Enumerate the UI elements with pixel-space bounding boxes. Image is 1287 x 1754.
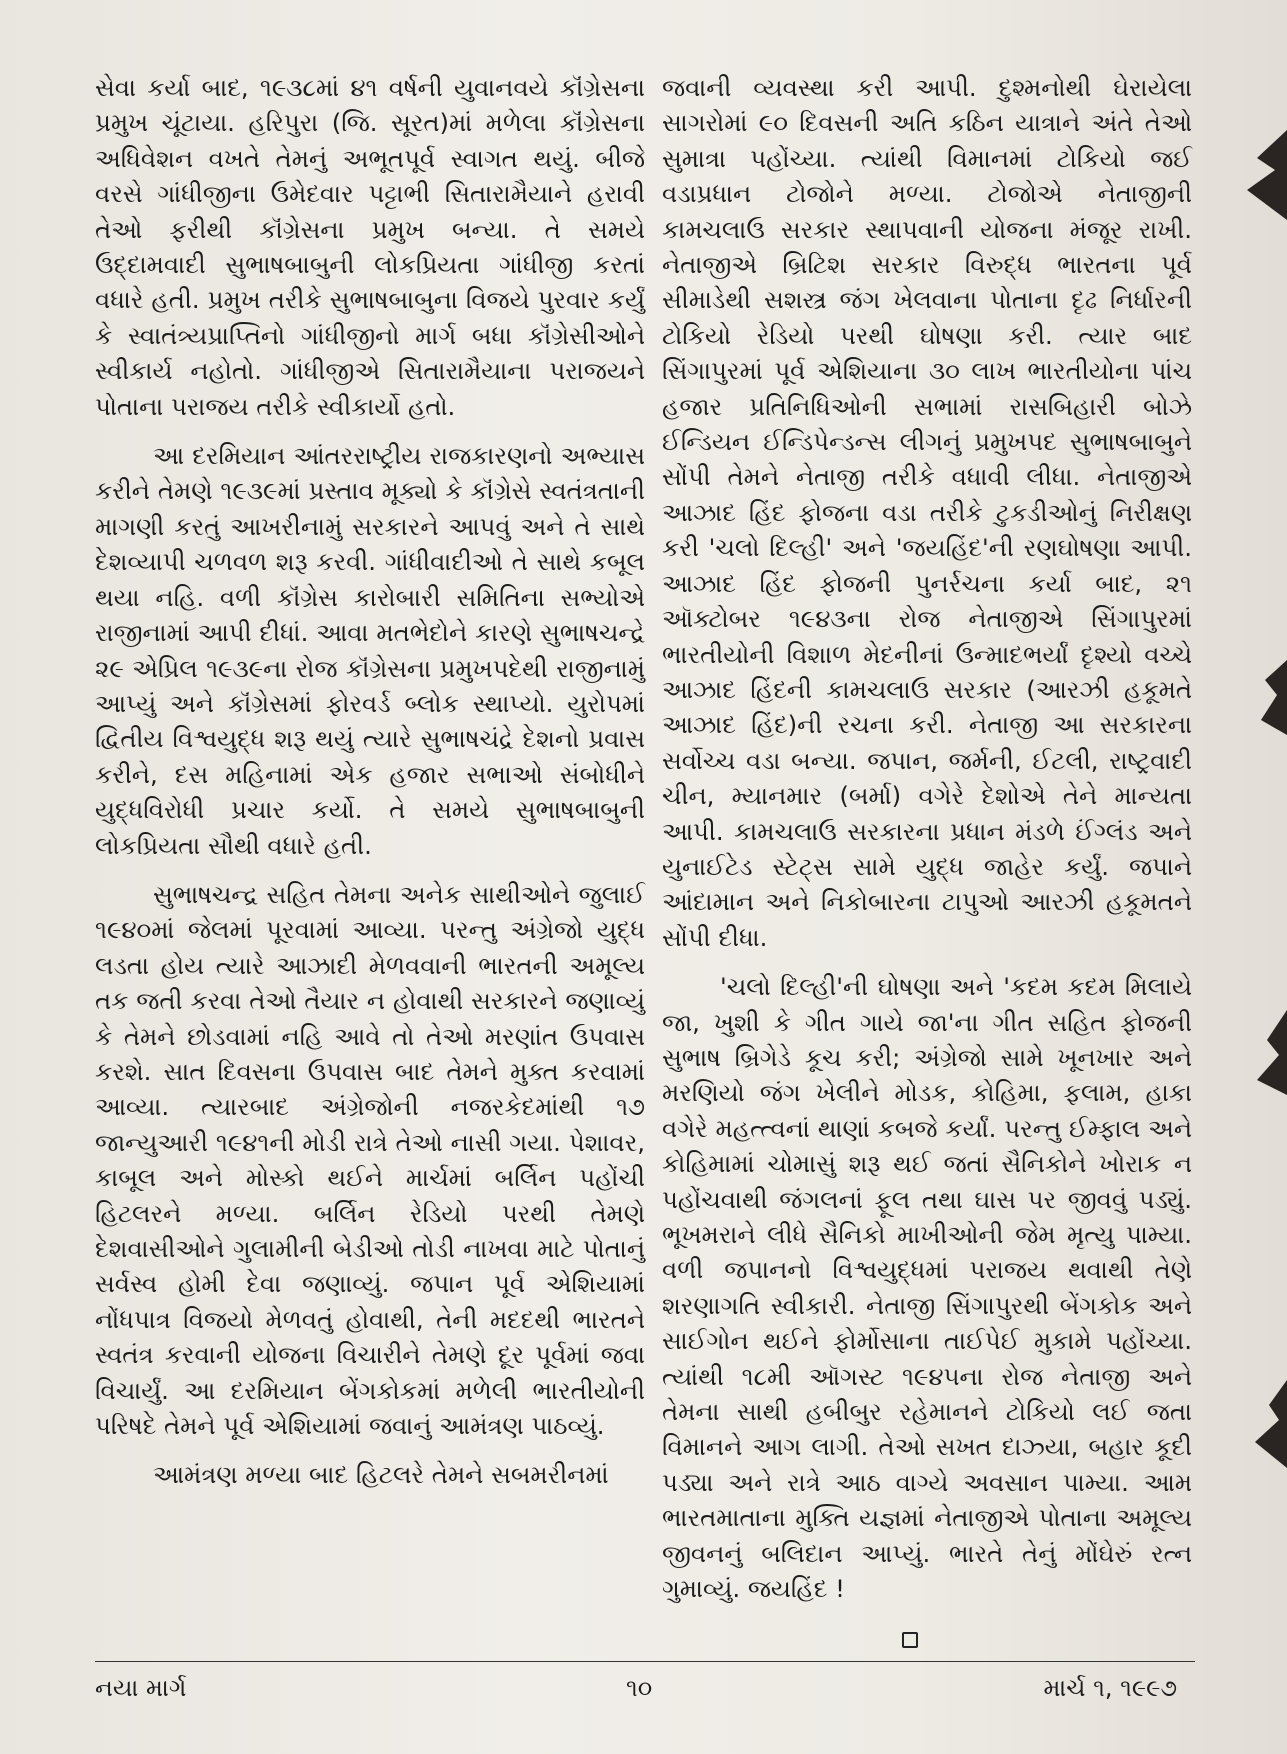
paragraph: સેવા કર્યા બાદ, ૧૯૩૮માં ૪૧ વર્ષની યુવાનવયે કૉંગ્રેસના પ્રમુખ ચૂંટાયા. હરિપુરા (જિ. સૂરત)માં મળેલા કૉંગ્રેસના અધિવેશન વખતે તેમનું અભૂતપૂર્વ સ્વાગત થયું. બીજે વરસે ગાંધીજીના ઉમેદવાર પટ્ટાભી સિતારામૈયાને હરાવી તેઓ ફરીથી કૉંગ્રેસના પ્રમુખ બન્યા. તે સમયે ઉદ્દામવાદી સુભાષબાબુની લોકપ્રિયતા ગાંધીજી કરતાં વધારે હતી. પ્રમુખ તરીકે સુભાષબાબુના વિજયે પુરવાર કર્યું કે સ્વાતંત્ર્યપ્રાપ્તિનો ગાંધીજીનો માર્ગ બધા કૉંગ્રેસીઓને સ્વીકાર્ય નહોતો. ગાંધીજીએ સિતારામૈયાના પરાજયને પોતાના પરાજય તરીકે સ્વીકાર્યો હતો. [95, 73, 645, 421]
paragraph: આ દરમિયાન આંતરરાષ્ટ્રીય રાજકારણનો અભ્યાસ કરીને તેમણે ૧૯૩૯માં પ્રસ્તાવ મૂક્યો કે કૉંગ્રેસે સ્વતંત્રતાની માગણી કરતું આખરીનામું સરકારને આપવું અને તે સાથે દેશવ્યાપી ચળવળ શરૂ કરવી. ગાંધીવાદીઓ તે સાથે કબૂલ થયા નહિ. વળી કૉંગ્રેસ કારોબારી સમિતિના સભ્યોએ રાજીનામાં આપી દીધાં. આવા મતભેદોને કારણે સુભાષચન્દ્રે ૨૯ એપ્રિલ ૧૯૩૯ના રોજ કૉંગ્રેસના પ્રમુખપદેથી રાજીનામું આપ્યું અને કૉંગ્રેસમાં ફોરવર્ડ બ્લોક સ્થાપ્યો. યુરોપમાં દ્વિતીય વિશ્વયુદ્ધ શરૂ થયું ત્યારે સુભાષચંદ્રે દેશનો પ્રવાસ કરીને, દસ મહિનામાં એક હજાર સભાઓ સંબોધીને યુદ્ધવિરોધી પ્રચાર કર્યો. તે સમયે સુભાષબાબુની લોકપ્રિયતા સૌથી વધારે હતી. [95, 441, 645, 860]
footer-divider [95, 1661, 1195, 1662]
page-number: ૧૦ [626, 1674, 653, 1702]
torn-edge-mark [1217, 1380, 1287, 1470]
paragraph: જવાની વ્યવસ્થા કરી આપી. દુશ્મનોથી ઘેરાયેલા સાગરોમાં ૯૦ દિવસની અતિ કઠિન યાત્રાને અંતે તેઓ સુમાત્રા પહોંચ્યા. ત્યાંથી વિમાનમાં ટોકિયો જઈ વડાપ્રધાન ટોજોને મળ્યા. ટોજોએ નેતાજીની કામચલાઉ સરકાર સ્થાપવાની યોજના મંજૂર રાખી. નેતાજીએ બ્રિટિશ સરકાર વિરુદ્ધ ભારતના પૂર્વ સીમાડેથી સશસ્ત્ર જંગ ખેલવાના પોતાના દૃઢ નિર્ધારની ટોકિયો રેડિયો પરથી ઘોષણા કરી. ત્યાર બાદ સિંગાપુરમાં પૂર્વ એશિયાના ૩૦ લાખ ભારતીયોના પાંચ હજાર પ્રતિનિધિઓની સભામાં રાસબિહારી બોઝે ઈન્ડિયન ઈન્ડિપેન્ડન્સ લીગનું પ્રમુખપદ સુભાષબાબુને સોંપી તેમને નેતાજી તરીકે વધાવી લીધા. નેતાજીએ આઝાદ હિંદ ફોજના વડા તરીકે ટુકડીઓનું નિરીક્ષણ કરી 'ચલો દિલ્હી' અને 'જયહિંદ'ની રણઘોષણા આપી. આઝાદ હિંદ ફોજની પુનર્રચના કર્યા બાદ, ૨૧ ઑક્ટોબર ૧૯૪૩ના રોજ નેતાજીએ સિંગાપુરમાં ભારતીયોની વિશાળ મેદનીનાં ઉન્માદભર્યાં દૃશ્યો વચ્ચે આઝાદ હિંદની કામચલાઉ સરકાર (આરઝી હકૂમતે આઝાદ હિંદ)ની રચના કરી. નેતાજી આ સરકારના સર્વોચ્ચ વડા બન્યા. જપાન, જર્મની, ઈટલી, રાષ્ટ્રવાદી ચીન, મ્યાનમાર (બર્મા) વગેરે દેશોએ તેને માન્યતા આપી. કામચલાઉ સરકારના પ્રધાન મંડળે ઈંગ્લંડ અને યુનાઈટેડ સ્ટેટ્સ સામે યુદ્ધ જાહેર કર્યું. જપાને આંદામાન અને નિકોબારના ટાપુઓ આરઝી હકૂમતને સોંપી દીધા. [662, 73, 1192, 952]
torn-edge-mark [1217, 1005, 1287, 1095]
publication-name: નયા માર્ગ [95, 1674, 187, 1702]
paragraph: સુભાષચન્દ્ર સહિત તેમના અનેક સાથીઓને જુલાઈ ૧૯૪૦માં જેલમાં પૂરવામાં આવ્યા. પરન્તુ અંગ્રેજો યુદ્ધ લડતા હોય ત્યારે આઝાદી મેળવવાની ભારતની અમૂલ્ય તક જતી કરવા તેઓ તૈયાર ન હોવાથી સરકારને જણાવ્યું કે તેમને છોડવામાં નહિ આવે તો તેઓ મરણાંત ઉપવાસ કરશે. સાત દિવસના ઉપવાસ બાદ તેમને મુક્ત કરવામાં આવ્યા. ત્યારબાદ અંગ્રેજોની નજરકેદમાંથી ૧૭ જાન્યુઆરી ૧૯૪૧ની મોડી રાત્રે તેઓ નાસી ગયા. પેશાવર, કાબૂલ અને મોસ્કો થઈને માર્ચમાં બર્લિન પહોંચી હિટલરને મળ્યા. બર્લિન રેડિયો પરથી તેમણે દેશવાસીઓને ગુલામીની બેડીઓ તોડી નાખવા માટે પોતાનું સર્વસ્વ હોમી દેવા જણાવ્યું. જપાન પૂર્વ એશિયામાં નોંધપાત્ર વિજયો મેળવતું હોવાથી, તેની મદદથી ભારતને સ્વતંત્ર કરવાની યોજના વિચારીને તેમણે દૂર પૂર્વમાં જવા વિચાર્યું. આ દરમિયાન બેંગકોકમાં મળેલી ભારતીયોની પરિષદે તેમને પૂર્વ એશિયામાં જવાનું આમંત્રણ પાઠવ્યું. [95, 879, 645, 1441]
end-of-article-square-icon [902, 1632, 918, 1648]
left-column [95, 70, 645, 1507]
paragraph: આમંત્રણ મળ્યા બાદ હિટલરે તેમને સબમરીનમાં [153, 1460, 609, 1490]
right-column [662, 70, 1192, 1620]
torn-edge-mark [1217, 650, 1287, 740]
paragraph: 'ચલો દિલ્હી'ની ઘોષણા અને 'કદમ કદમ મિલાયે જા, ખુશી કે ગીત ગાયે જા'ના ગીત સહિત ફોજની સુભાષ બ્રિગેડે કૂચ કરી; અંગ્રેજો સામે ખૂનખાર અને મરણિયો જંગ ખેલીને મોડક, કોહિમા, ફલામ, હાકા વગેરે મહત્ત્વનાં થાણાં કબજે કર્યાં. પરન્તુ ઈમ્ફાલ અને કોહિમામાં ચોમાસું શરૂ થઈ જતાં સૈનિકોને ખોરાક ન પહોંચવાથી જંગલનાં ફૂલ તથા ઘાસ પર જીવવું પડ્યું. ભૂખમરાને લીધે સૈનિકો માખીઓની જેમ મૃત્યુ પામ્યા. વળી જપાનનો વિશ્વયુદ્ધમાં પરાજય થવાથી તેણે શરણાગતિ સ્વીકારી. નેતાજી સિંગાપુરથી બેંગકોક અને સાઈગોન થઈને ફોર્મોસાના તાઈપેઈ મુકામે પહોંચ્યા. ત્યાંથી ૧૮મી ઑગસ્ટ ૧૯૪૫ના રોજ નેતાજી અને તેમના સાથી હબીબુર રહેમાનને ટોકિયો લઈ જતા વિમાનને આગ લાગી. તેઓ સખત દાઝ્યા, બહાર કૂદી પડ્યા અને રાત્રે આઠ વાગ્યે અવસાન પામ્યા. આમ ભારતમાતાના મુક્તિ યજ્ઞમાં નેતાજીએ પોતાના અમૂલ્ય જીવનનું બલિદાન આપ્યું. ભારતે તેનું મોંઘેરું રત્ન ગુમાવ્યું. જયહિંદ ! [662, 972, 1192, 1604]
torn-edge-mark [1217, 130, 1287, 220]
issue-date: માર્ચ ૧, ૧૯૯૭ [1043, 1674, 1177, 1702]
